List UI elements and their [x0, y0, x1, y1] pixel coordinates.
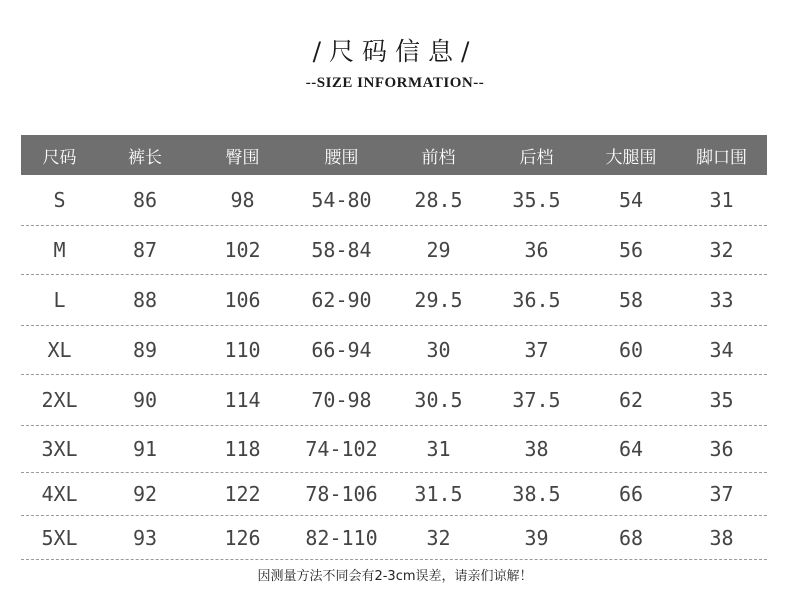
table-cell: 114	[224, 388, 261, 412]
table-cell: 60	[618, 338, 644, 362]
table-cell: 86	[132, 188, 158, 212]
table-cell: 38.5	[512, 482, 561, 506]
table-cell: 91	[132, 437, 158, 461]
table-cell: 29	[426, 238, 451, 262]
table-cell: M	[53, 238, 66, 262]
table-row	[21, 226, 767, 275]
table-cell: 2XL	[41, 388, 78, 412]
header-pants-length: 裤长	[128, 147, 162, 168]
table-cell: 102	[224, 238, 261, 262]
table-cell: 36	[709, 437, 734, 461]
table-row	[21, 473, 767, 516]
header-thigh: 大腿围	[605, 147, 657, 168]
header-front-rise: 前档	[421, 147, 456, 168]
table-cell: 126	[224, 525, 261, 550]
table-cell: 31	[426, 437, 451, 461]
table-cell: 28.5	[414, 188, 463, 212]
table-cell: 82-110	[305, 525, 378, 550]
table-cell: 62-90	[311, 288, 372, 312]
table-cell: 118	[224, 437, 261, 461]
table-cell: 3XL	[41, 437, 78, 461]
table-row	[21, 175, 767, 226]
table-cell: 32	[426, 525, 451, 550]
table-cell: 32	[709, 238, 734, 262]
table-cell: 38	[709, 525, 734, 550]
table-cell: 34	[709, 338, 734, 362]
table-cell: XL	[47, 338, 72, 362]
header-back-rise: 后档	[519, 147, 554, 168]
table-cell: 98	[230, 188, 255, 212]
header-leg-opening: 脚口围	[696, 147, 747, 168]
table-cell: 35	[709, 388, 734, 412]
header-waist: 腰围	[324, 147, 359, 168]
table-cell: 37	[524, 338, 549, 362]
table-cell: 92	[132, 482, 158, 506]
table-cell: 39	[524, 525, 549, 550]
measurement-note: 因测量方法不同会有2-3cm误差，请亲们谅解！	[257, 569, 533, 584]
table-row	[21, 375, 767, 426]
size-title-en: --SIZE INFORMATION--	[305, 75, 485, 91]
table-cell: 110	[224, 338, 261, 362]
table-cell: 58	[618, 288, 644, 312]
table-cell: 66	[618, 482, 644, 506]
table-cell: 68	[618, 525, 644, 550]
table-cell: 56	[618, 238, 644, 262]
table-cell: 36.5	[512, 288, 561, 312]
table-cell: 87	[132, 238, 158, 262]
header-hip: 臀围	[225, 147, 260, 168]
table-cell: 106	[224, 288, 261, 312]
table-cell: 66-94	[311, 338, 372, 362]
table-cell: 74-102	[305, 437, 378, 461]
table-cell: 5XL	[41, 525, 78, 550]
table-cell: 62	[618, 388, 644, 412]
table-cell: 37.5	[512, 388, 561, 412]
table-cell: 30	[426, 338, 451, 362]
table-cell: 37	[709, 482, 734, 506]
table-cell: 90	[132, 388, 158, 412]
table-row	[21, 275, 767, 326]
table-cell: 31	[709, 188, 734, 212]
table-cell: 58-84	[311, 238, 372, 262]
table-header	[21, 135, 767, 175]
table-cell: 4XL	[41, 482, 78, 506]
table-cell: 29.5	[414, 288, 463, 312]
table-cell: 89	[132, 338, 158, 362]
table-cell: 54-80	[311, 188, 372, 212]
table-cell: L	[53, 288, 66, 312]
header-size: 尺码	[42, 147, 77, 168]
table-cell: 30.5	[414, 388, 463, 412]
table-cell: 78-106	[305, 482, 378, 506]
table-cell: 70-98	[311, 388, 372, 412]
table-cell: 54	[618, 188, 644, 212]
table-cell: 35.5	[512, 188, 561, 212]
table-cell: 31.5	[414, 482, 463, 506]
table-row	[21, 516, 767, 560]
table-row	[21, 326, 767, 375]
table-cell: 88	[132, 288, 158, 312]
size-title-cn: /尺码信息/	[312, 37, 478, 66]
table-cell: 93	[132, 525, 158, 550]
size-table	[21, 135, 767, 560]
table-cell: 33	[709, 288, 734, 312]
table-cell: 64	[618, 437, 644, 461]
table-cell: 122	[224, 482, 261, 506]
table-cell: 36	[524, 238, 549, 262]
table-cell: S	[53, 188, 66, 212]
table-cell: 38	[524, 437, 549, 461]
table-body	[21, 175, 767, 560]
table-row	[21, 426, 767, 473]
